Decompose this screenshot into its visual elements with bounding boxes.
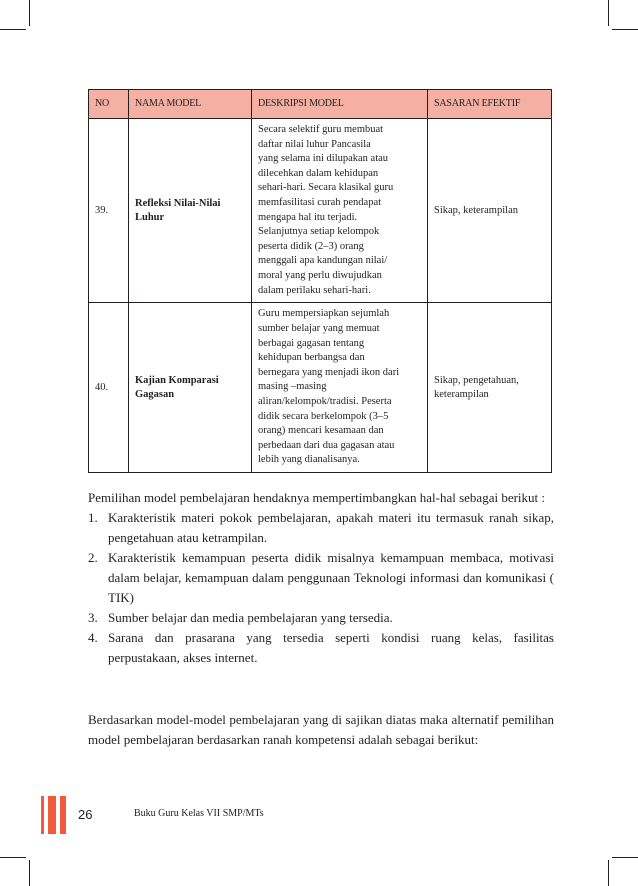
crop-mark <box>608 860 609 886</box>
list-item-text: Sarana dan prasarana yang tersedia seperti kondisi ruang kelas, fasilitas perpustakaan, akses internet. <box>108 630 554 665</box>
crop-mark <box>29 0 30 26</box>
learning-models-table <box>88 89 552 473</box>
footer-accent-bar <box>41 796 44 834</box>
crop-mark <box>608 0 609 26</box>
model-name-line: Refleksi Nilai-Nilai <box>135 197 221 209</box>
description-line: yang selama ini dilupakan atau <box>258 153 389 165</box>
target-line: Sikap, pengetahuan, <box>434 374 519 386</box>
description-line: Secara selektif guru membuat <box>258 124 384 135</box>
model-name-line: Luhur <box>135 211 165 223</box>
list-item <box>88 608 554 628</box>
description-line: lebih yang dianalisanya. <box>258 454 360 466</box>
description-line: orang) mencari kesamaan dan <box>258 425 384 437</box>
description-line: masing –masing <box>258 381 327 393</box>
crop-mark <box>612 857 638 858</box>
considerations-section <box>88 488 554 668</box>
considerations-list <box>88 508 554 668</box>
model-target <box>428 119 552 303</box>
header-description: DESKRIPSI MODEL <box>252 90 428 119</box>
model-name <box>129 303 252 473</box>
description-line: dilecehkan dalam kehidupan <box>258 167 379 179</box>
table-header-row <box>89 90 552 119</box>
header-no: NO <box>89 90 129 119</box>
description-line: Selanjutnya setiap kelompok <box>258 226 380 238</box>
description-line: perbedaan dari dua gagasan atau <box>258 439 395 451</box>
description-line: didik secara berkelompok (3–5 <box>258 410 389 422</box>
table-row <box>89 303 552 473</box>
description-line: sumber belajar yang memuat <box>258 322 380 334</box>
model-description <box>252 119 428 303</box>
description-line: menggali apa kandungan nilai/ <box>258 255 388 267</box>
description-line: bernegara yang menjadi ikon dari <box>258 366 400 378</box>
description-line: daftar nilai luhur Pancasila <box>258 138 371 150</box>
list-item-number: 2. <box>88 550 98 565</box>
list-item-text: Karakteristik materi pokok pembelajaran, apakah materi itu termasuk ranah sikap, pengetahuan atau ketrampilan. <box>108 510 554 545</box>
closing-paragraph: Berdasarkan model-model pembelajaran yang di sajikan diatas maka alternatif pemilihan model pembelajaran berdasarkan ranah kompetensi adalah sebagai berikut: <box>88 712 554 747</box>
description-line: kehidupan berbangsa dan <box>258 352 365 364</box>
model-name-line: Kajian Komparasi <box>135 374 219 386</box>
footer-accent-bar <box>48 796 56 834</box>
model-name-line: Gagasan <box>135 388 175 400</box>
table-row <box>89 119 552 303</box>
list-item-number: 1. <box>88 510 98 525</box>
list-item-number: 4. <box>88 630 98 645</box>
model-description <box>252 303 428 473</box>
description-line: Guru mempersiapkan sejumlah <box>258 308 390 320</box>
description-line: peserta didik (2–3) orang <box>258 240 364 252</box>
crop-mark <box>0 29 26 30</box>
footer-accent-bar <box>60 796 66 834</box>
model-name <box>129 119 252 303</box>
description-line: dalam perilaku sehari-hari. <box>258 284 371 296</box>
target-line: Sikap, keterampilan <box>434 204 518 216</box>
description-line: sehari-hari. Secara klasikal guru <box>258 182 394 194</box>
description-line: berbagai gagasan tentang <box>258 337 365 349</box>
list-item <box>88 628 554 668</box>
row-number: 40. <box>89 303 129 473</box>
intro-paragraph: Pemilihan model pembelajaran hendaknya mempertimbangkan hal-hal sebagai berikut : <box>88 490 546 505</box>
crop-mark <box>0 857 26 858</box>
book-title: Buku Guru Kelas VII SMP/MTs <box>134 808 264 819</box>
row-number: 39. <box>89 119 129 303</box>
description-line: memfasilitasi curah pendapat <box>258 196 382 208</box>
description-line: moral yang perlu diwujudkan <box>258 269 382 281</box>
list-item-number: 3. <box>88 610 98 625</box>
description-line: aliran/kelompok/tradisi. Peserta <box>258 395 392 407</box>
crop-mark <box>29 860 30 886</box>
header-target: SASARAN EFEKTIF <box>428 90 552 119</box>
description-line: mengapa hal itu terjadi. <box>258 211 358 223</box>
page-number: 26 <box>78 807 93 822</box>
header-model-name: NAMA MODEL <box>129 90 252 119</box>
list-item <box>88 548 554 608</box>
list-item <box>88 508 554 548</box>
list-item-text: Sumber belajar dan media pembelajaran yang tersedia. <box>108 610 393 625</box>
model-target <box>428 303 552 473</box>
crop-mark <box>612 29 638 30</box>
list-item-text: Karakteristik kemampuan peserta didik misalnya kemampuan membaca, motivasi dalam belajar, kemampuan dalam penggunaan Teknologi informasi dan komunikasi ( TIK) <box>108 550 554 605</box>
target-line: keterampilan <box>434 388 489 400</box>
